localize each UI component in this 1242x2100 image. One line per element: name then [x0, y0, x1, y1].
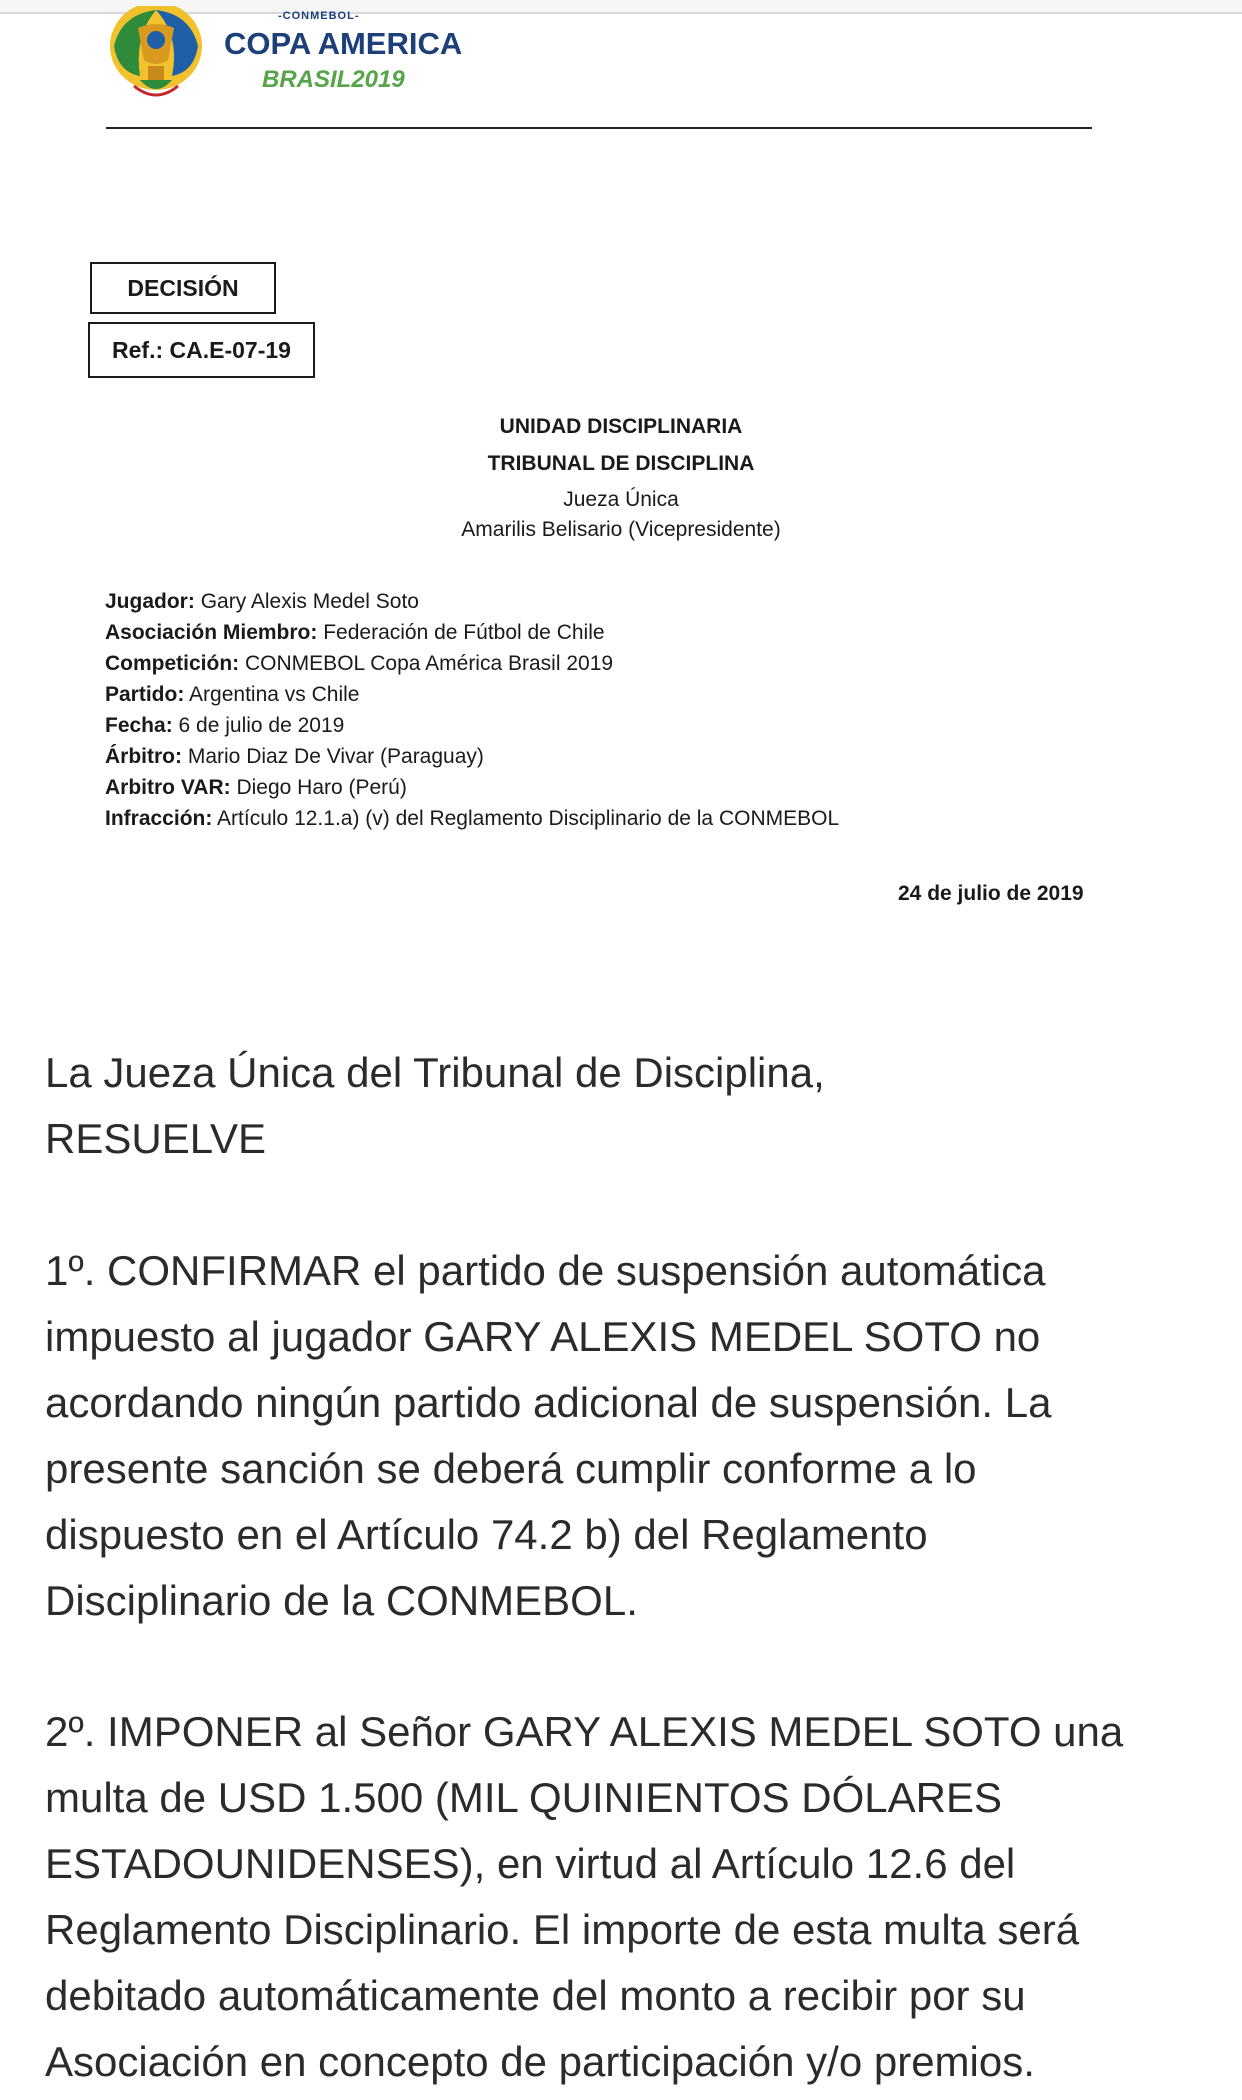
- info-row-var: Arbitro VAR: Diego Haro (Perú): [105, 776, 407, 799]
- case-info: [105, 586, 839, 834]
- unit-heading: UNIDAD DISCIPLINARIA: [499, 415, 743, 438]
- trophy-emblem-icon: [104, 6, 208, 102]
- info-row-association: Asociación Miembro: Federación de Fútbol de Chile: [105, 621, 605, 644]
- decision-box: [90, 262, 276, 314]
- info-row-match: Partido: Argentina vs Chile: [105, 683, 360, 706]
- info-row-infraction: Infracción: Artículo 12.1.a) (v) del Reglamento Disciplinario de la CONMEBOL: [105, 807, 840, 830]
- copa-america-logo: [104, 6, 524, 102]
- info-row-date: Fecha: 6 de julio de 2019: [105, 714, 345, 737]
- resolution-intro: La Jueza Única del Tribunal de Disciplina, RESUELVE: [45, 1049, 825, 1162]
- judge-title: Jueza Única: [563, 488, 679, 511]
- tournament-subtitle: BRASIL2019: [262, 66, 405, 93]
- resolution-paragraph-1: 1º. CONFIRMAR el partido de suspensión automática impuesto al jugador GARY ALEXIS MEDEL SOTO no acordando ningún partido adicional de suspensión. La presente sanción se deberá cumplir conforme a lo dispuesto en el Artículo 74.2 b) del Reglamento Disciplinario de la CONMEBOL.: [45, 1247, 1052, 1624]
- tournament-title: COPA AMERICA: [224, 26, 463, 61]
- document-date: 24 de julio de 2019: [898, 882, 1084, 905]
- info-row-competition: Competición: CONMEBOL Copa América Brasil 2019: [105, 652, 614, 675]
- judge-name: Amarilis Belisario (Vicepresidente): [461, 518, 781, 541]
- reference-box: [88, 322, 315, 378]
- reference-label: Ref.: CA.E-07-19: [112, 336, 291, 363]
- decision-label: DECISIÓN: [127, 274, 239, 301]
- info-row-referee: Árbitro: Mario Diaz De Vivar (Paraguay): [105, 745, 484, 768]
- header-divider: [106, 127, 1092, 129]
- conmebol-label: -CONMEBOL-: [278, 10, 360, 22]
- resolution-paragraph-2: 2º. IMPONER al Señor GARY ALEXIS MEDEL SOTO una multa de USD 1.500 (MIL QUINIENTOS DÓLARES ESTADOUNIDENSES), en virtud al Artículo 12.6 del Reglamento Disciplinario. El importe de esta multa será debitado automáticamente del monto a recibir por su Asociación en concepto de participación y/o premios.: [45, 1708, 1124, 2085]
- tribunal-heading: TRIBUNAL DE DISCIPLINA: [487, 452, 755, 475]
- info-row-player: Jugador: Gary Alexis Medel Soto: [105, 590, 419, 613]
